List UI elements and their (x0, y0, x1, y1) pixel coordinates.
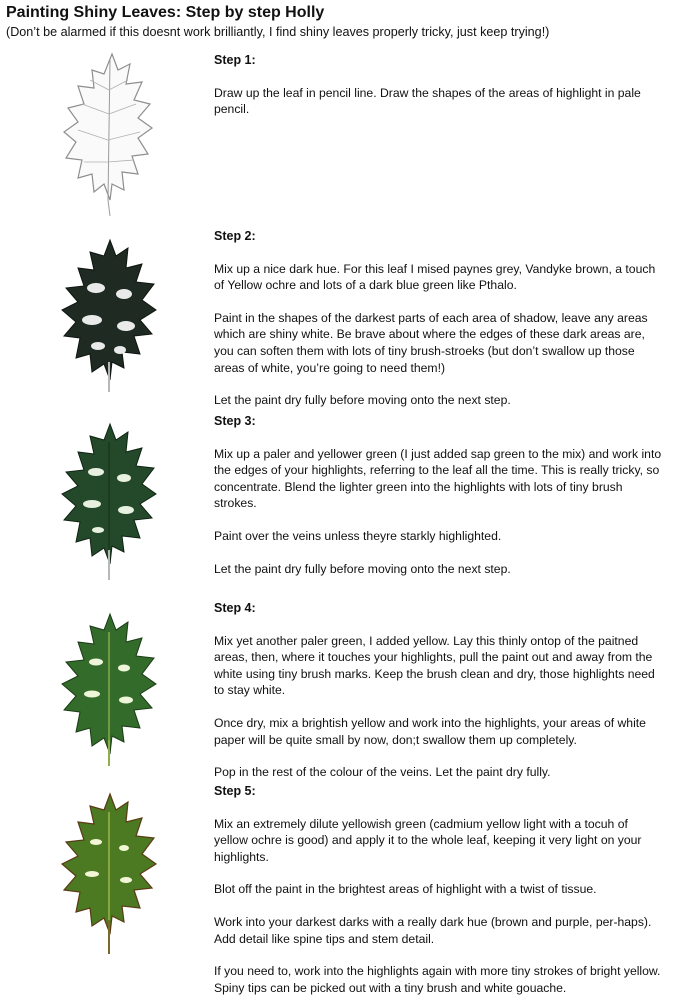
step-1 (214, 52, 662, 118)
step-paragraph: Pop in the rest of the colour of the veins. Let the paint dry fully. (214, 765, 551, 780)
holly-leaf-finished-icon (60, 792, 160, 958)
step-heading: Step 4: (214, 601, 256, 615)
holly-leaf-pencil-sketch-icon (60, 50, 160, 222)
page-title: Painting Shiny Leaves: Step by step Holly (6, 4, 325, 21)
step-paragraph: Mix up a paler and yellower green (I just added sap green to the mix) and work into the edges of your highlights, referring to the leaf all the time. This is really tricky, so concentrate. Blend the lighter green into the highlights with lots of tiny brush strokes. (214, 446, 662, 511)
step-paragraph: Mix up a nice dark hue. For this leaf I mised paynes grey, Vandyke brown, a touch of Yellow ochre and lots of a dark blue green like Pthalo. (214, 261, 656, 293)
step-paragraph: Blot off the paint in the brightest areas of highlight with a twist of tissue. (214, 882, 597, 897)
step-heading: Step 2: (214, 229, 256, 243)
step-paragraph: Draw up the leaf in pencil line. Draw the shapes of the areas of highlight in pale pencil. (214, 85, 641, 117)
step-heading: Step 5: (214, 784, 256, 798)
page-subtitle: (Don’t be alarmed if this doesnt work brilliantly, I find shiny leaves properly tricky, just keep trying!) (6, 25, 550, 39)
holly-leaf-pale-green-icon (60, 612, 160, 772)
step-paragraph: Once dry, mix a brightish yellow and work into the highlights, your areas of white paper will be quite small by now, don;t swallow them up completely. (214, 715, 646, 747)
holly-leaf-green-blend-icon (60, 422, 160, 582)
step-paragraph: Paint over the veins unless theyre starkly highlighted. (214, 528, 502, 543)
step-paragraph: Paint in the shapes of the darkest parts of each area of shadow, leave any areas which are shiny white. Be brave about where the edges of these dark areas are, you can soften them with lots of tiny brush-stroeks (but don’t swallow up those areas of white, you’re going to need them!) (214, 310, 648, 375)
holly-leaf-dark-shadow-icon (60, 238, 160, 398)
step-heading: Step 3: (214, 414, 256, 428)
step-paragraph: Mix an extremely dilute yellowish green (cadmium yellow light with a tocuh of yellow ochre is good) and apply it to the whole leaf, keeping it very light on your highlights. (214, 816, 642, 864)
step-paragraph: Let the paint dry fully before moving onto the next step. (214, 561, 511, 576)
step-5 (214, 783, 662, 996)
step-paragraph: Mix yet another paler green, I added yellow. Lay this thinly ontop of the paitned areas, then, where it touches your highlights, pull the paint out and away from the white using tiny brush marks. Keep the brush clean and dry, those highlights need to stay white. (214, 633, 655, 698)
step-heading: Step 1: (214, 53, 256, 67)
step-4 (214, 600, 662, 781)
step-3 (214, 413, 662, 577)
step-paragraph: If you need to, work into the highlights again with more tiny strokes of bright yellow. Spiny tips can be picked out with a tiny brush and white gouache. (214, 964, 661, 995)
step-paragraph: Let the paint dry fully before moving onto the next step. (214, 393, 511, 408)
step-2 (214, 228, 662, 409)
step-paragraph: Work into your darkest darks with a really dark hue (brown and purple, per-haps). Add detail like spine tips and stem detail. (214, 914, 652, 946)
